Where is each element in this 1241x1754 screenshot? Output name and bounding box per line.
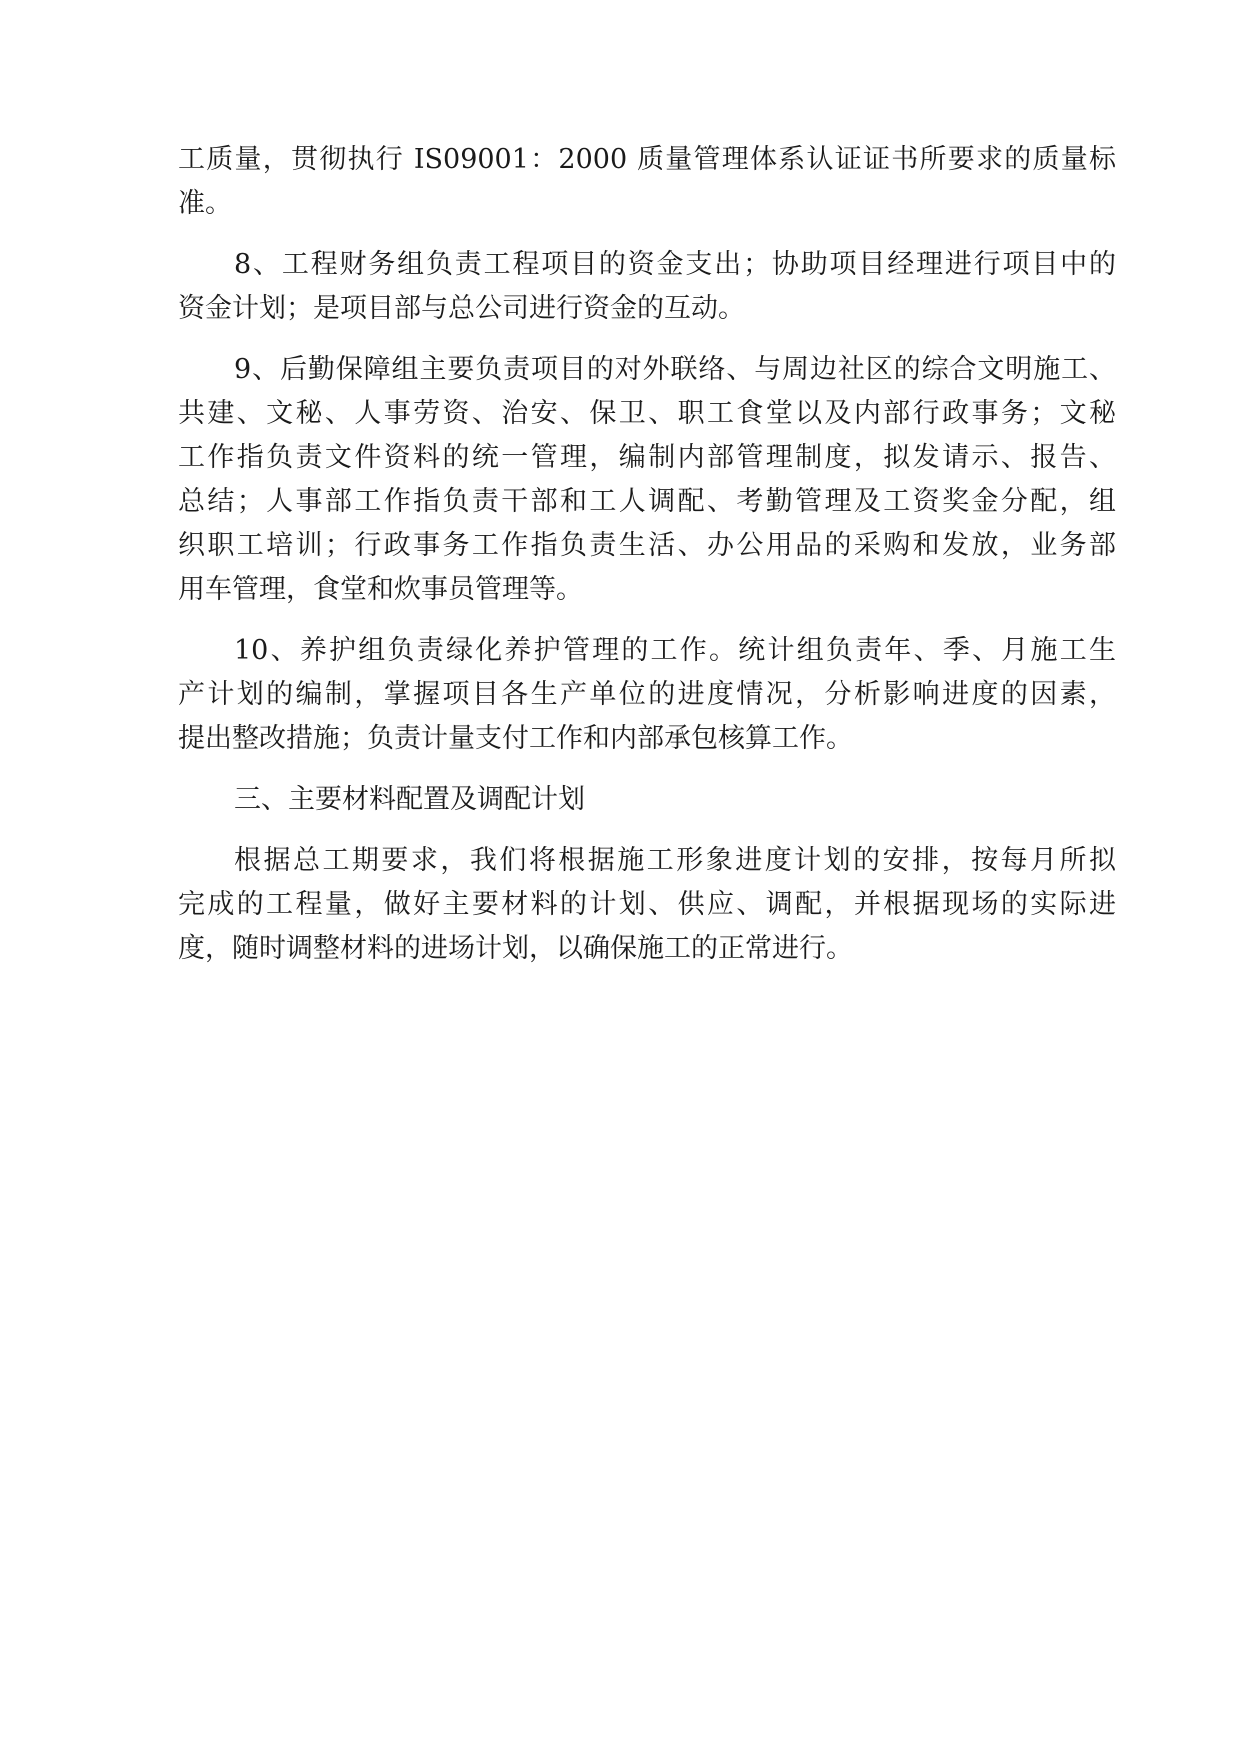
paragraph-logistics-group: [178, 348, 1116, 612]
text-line: 度，随时调整材料的进场计划，以确保施工的正常进行。: [178, 933, 853, 964]
text-line: 产计划的编制，掌握项目各生产单位的进度情况，分析影响进度的因素，: [178, 679, 1116, 710]
text-line: 根据总工期要求，我们将根据施工形象进度计划的安排，按每月所拟: [234, 845, 1116, 876]
paragraph-maintenance-group: [178, 629, 1116, 761]
paragraph-quality-standard: [178, 138, 1116, 226]
paragraph-materials-plan: [178, 839, 1116, 971]
text-line: 提出整改措施；负责计量支付工作和内部承包核算工作。: [178, 723, 853, 754]
text-line: 资金计划；是项目部与总公司进行资金的互动。: [178, 293, 745, 324]
heading-line: 三、主要材料配置及调配计划: [234, 784, 585, 815]
text-line: 9、后勤保障组主要负责项目的对外联络、与周边社区的综合文明施工、: [234, 354, 1116, 385]
text-line: 准。: [178, 188, 232, 219]
text-line: 工作指负责文件资料的统一管理，编制内部管理制度，拟发请示、报告、: [178, 442, 1116, 473]
text-line: 10、养护组负责绿化养护管理的工作。统计组负责年、季、月施工生: [234, 635, 1116, 666]
text-line: 共建、文秘、人事劳资、治安、保卫、职工食堂以及内部行政事务；文秘: [178, 398, 1116, 429]
paragraph-finance-group: [178, 243, 1116, 331]
text-line: 8、工程财务组负责工程项目的资金支出；协助项目经理进行项目中的: [234, 249, 1116, 280]
document-page: [178, 138, 1116, 988]
section-heading-materials: [178, 778, 1116, 822]
text-line: 用车管理，食堂和炊事员管理等。: [178, 574, 583, 605]
text-line: 总结；人事部工作指负责干部和工人调配、考勤管理及工资奖金分配，组: [178, 486, 1116, 517]
text-line: 织职工培训；行政事务工作指负责生活、办公用品的采购和发放，业务部: [178, 530, 1116, 561]
text-line: 工质量，贯彻执行 IS09001：2000 质量管理体系认证证书所要求的质量标: [178, 144, 1116, 175]
text-line: 完成的工程量，做好主要材料的计划、供应、调配，并根据现场的实际进: [178, 889, 1116, 920]
